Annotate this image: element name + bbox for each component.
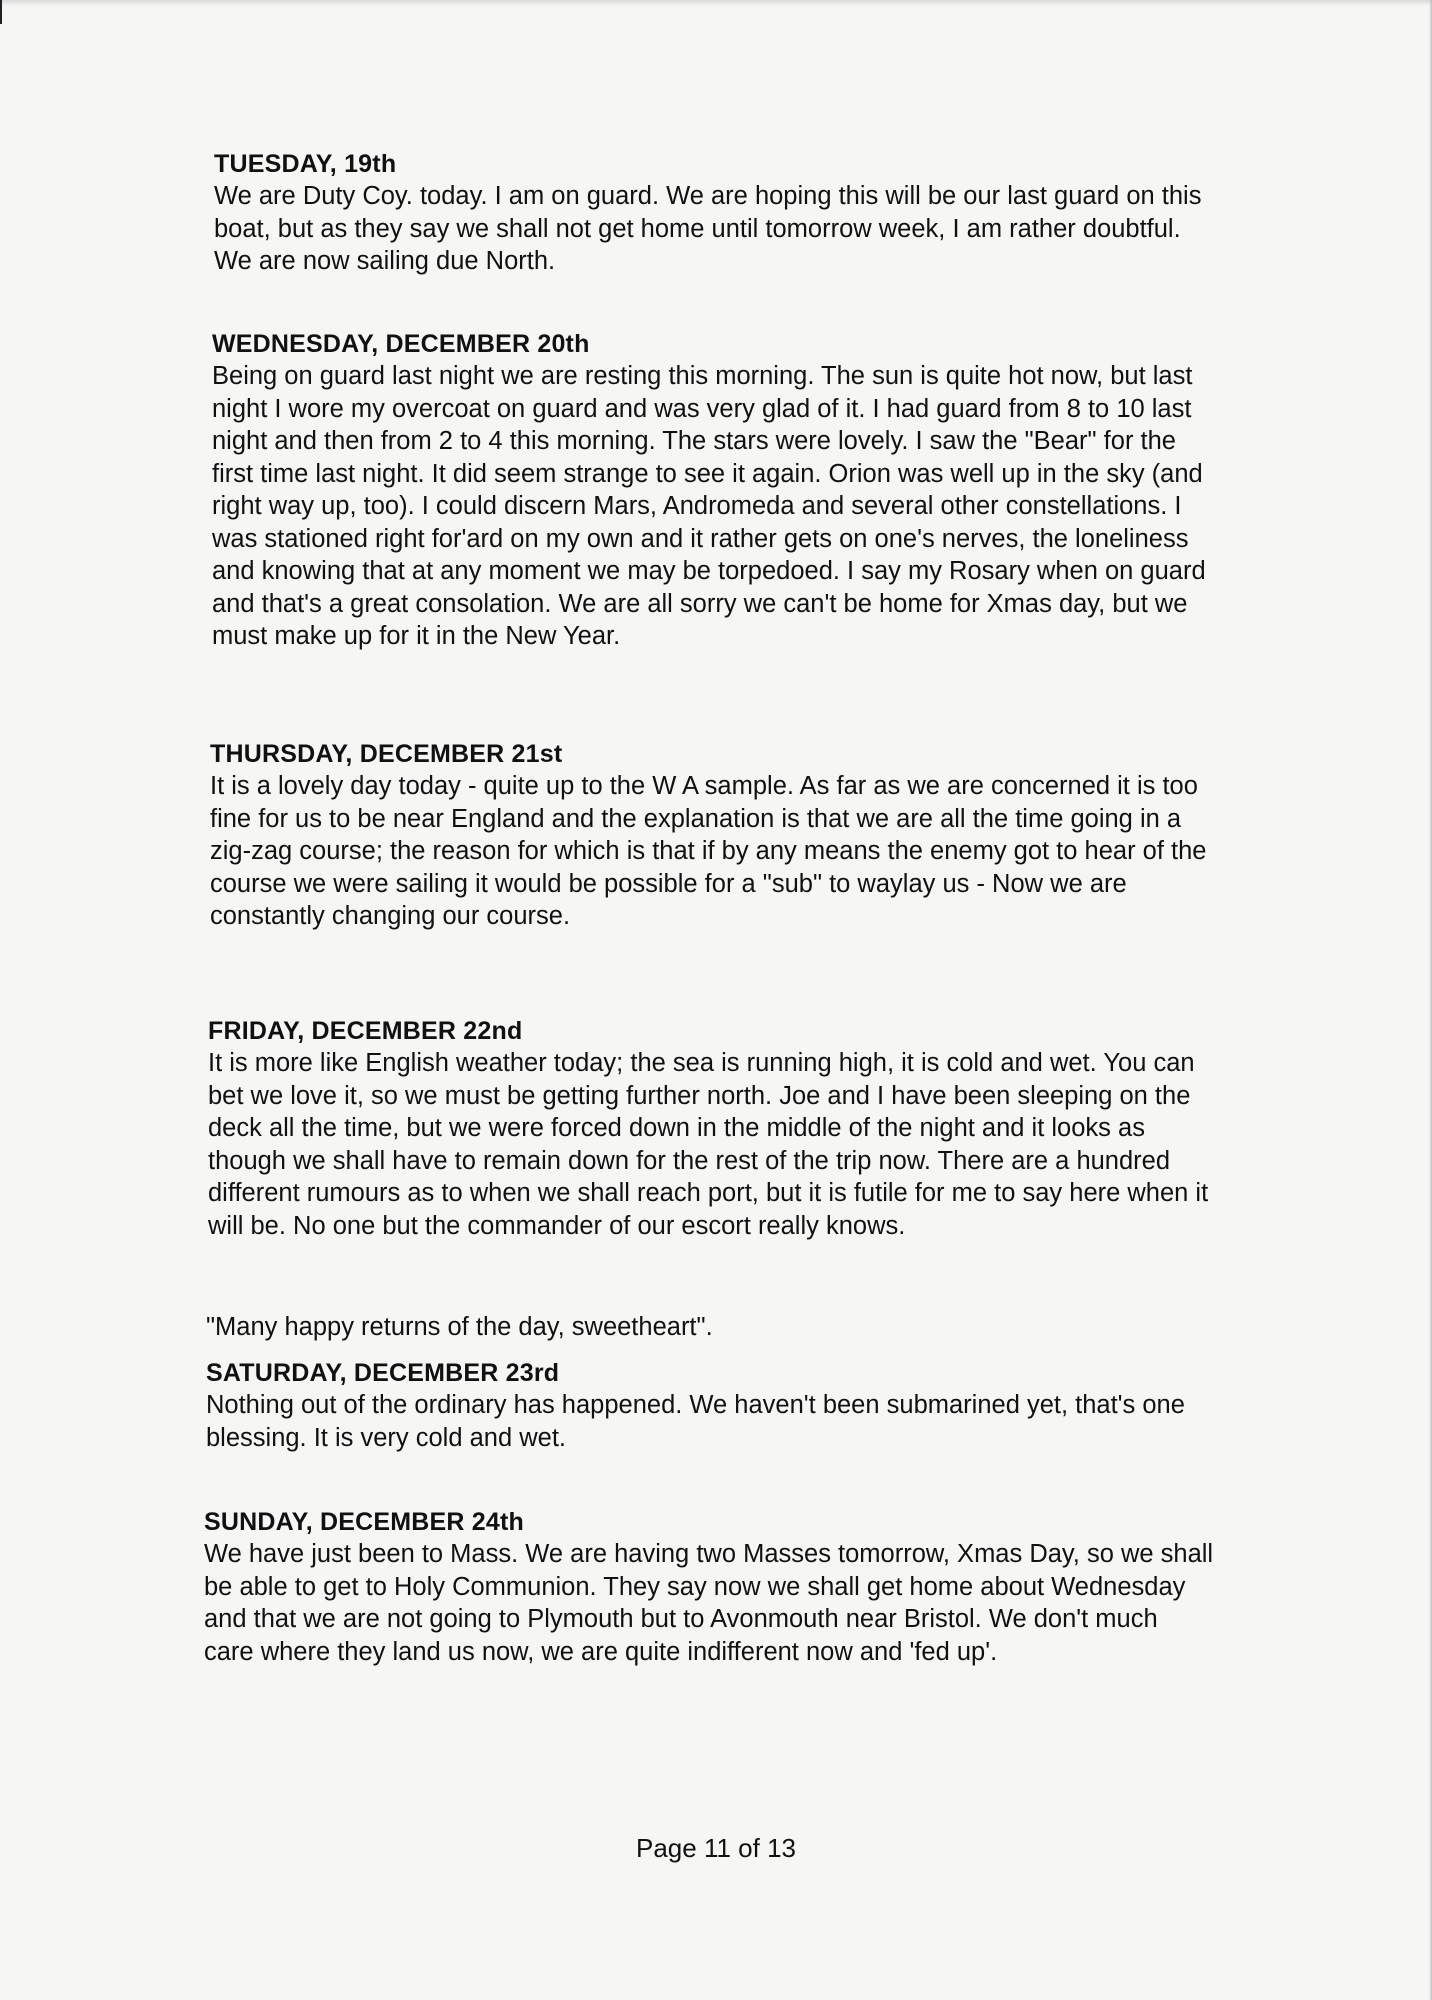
page-number: Page 11 of 13 [636,1833,796,1863]
diary-entry-tuesday-19th [214,148,1224,278]
entry-heading: SATURDAY, DECEMBER 23rd [206,1359,560,1387]
diary-entry-thursday-december-21st [210,738,1220,933]
birthday-note: "Many happy returns of the day, sweetheart". [206,1313,713,1341]
entry-heading: WEDNESDAY, DECEMBER 20th [212,330,590,358]
diary-entry-saturday-december-23rd [206,1357,1216,1454]
entry-body: Nothing out of the ordinary has happened. We haven't been submarined yet, that's one blessing. It is very cold and wet. [206,1391,1185,1452]
diary-entry-friday-december-22nd [208,1015,1218,1242]
scan-edge-top [0,0,1432,6]
entry-body: We have just been to Mass. We are having two Masses tomorrow, Xmas Day, so we shall be able to get to Holy Communion. They say now we shall get home about Wednesday and that we are not going to Plymouth but to Avonmouth near Bristol. We don't much care where they land us now, we are quite indifferent now and 'fed up'. [204,1540,1214,1666]
diary-entry-sunday-december-24th [204,1506,1214,1668]
entry-heading: SUNDAY, DECEMBER 24th [204,1508,525,1536]
entry-body: Being on guard last night we are resting this morning. The sun is quite hot now, but last night I wore my overcoat on guard and was very glad of it. I had guard from 8 to 10 last night and then from 2 to 4 this morning. The stars were lovely. I saw the "Bear" for the first time last night. It did seem strange to see it again. Orion was well up in the sky (and right way up, too). I could discern Mars, Andromeda and several other constellations. I was stationed right for'ard on my own and it rather gets on one's nerves, the loneliness and knowing that at any moment we may be torpedoed. I say my Rosary when on guard and that's a great consolation. We are all sorry we can't be home for Xmas day, but we must make up for it in the New Year. [212,362,1206,650]
entry-body: It is a lovely day today - quite up to the W A sample. As far as we are concerned it is too fine for us to be near England and the explanation is that we are all the time going in a zig-zag course; the reason for which is that if by any means the enemy got to hear of the course we were sailing it would be possible for a "sub" to waylay us - Now we are constantly changing our course. [210,772,1207,930]
scan-edge-left [0,0,2,24]
entry-heading: TUESDAY, 19th [214,150,397,178]
entry-heading: FRIDAY, DECEMBER 22nd [208,1017,523,1045]
entry-body: We are Duty Coy. today. I am on guard. We are hoping this will be our last guard on this boat, but as they say we shall not get home until tomorrow week, I am rather doubtful. We are now sailing due North. [214,182,1202,275]
entry-body: It is more like English weather today; the sea is running high, it is cold and wet. You can bet we love it, so we must be getting further north. Joe and I have been sleeping on the deck all the time, but we were forced down in the middle of the night and it looks as though we shall have to remain down for the rest of the trip now. There are a hundred different rumours as to when we shall reach port, but it is futile for me to say here when it will be. No one but the commander of our escort really knows. [208,1049,1209,1240]
entry-heading: THURSDAY, DECEMBER 21st [210,740,563,768]
diary-entry-wednesday-december-20th [212,328,1222,653]
